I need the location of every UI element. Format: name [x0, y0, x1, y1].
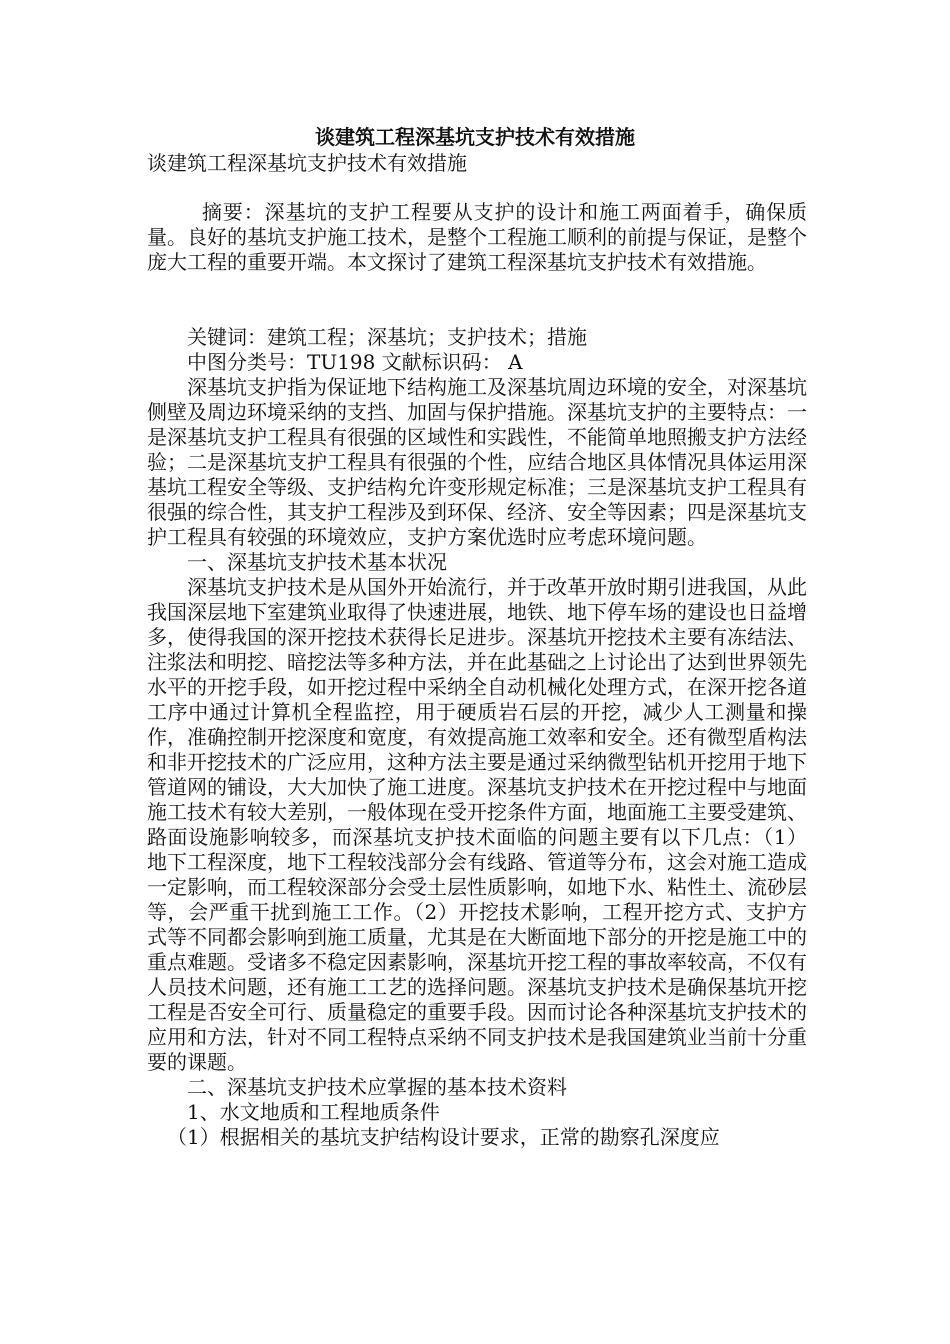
subsection-heading-2-1: 1、水文地质和工程地质条件 — [187, 1100, 440, 1124]
classification-line: 中图分类号：TU198 文献标识码： A — [187, 350, 523, 374]
section-heading-1: 一、深基坑支护技术基本状况 — [187, 550, 447, 574]
subsection-2-1-paragraph: （1）根据相关的基坑支护结构设计要求，正常的勘察孔深度应 — [167, 1125, 720, 1149]
keywords-line: 关键词：建筑工程；深基坑；支护技术；措施 — [187, 325, 587, 349]
intro-paragraph: 深基坑支护指为保证地下结构施工及深基坑周边环境的安全，对深基坑侧壁及周边环境采纳的支挡、加固与保护措施。深基坑支护的主要特点：一是深基坑支护工程具有很强的区域性和实践性，不能简单地照搬支护方法经验；二是深基坑支护工程具有很强的个性，应结合地区具体情况具体运用深基坑工程安全等级、支护结构允许变形规定标准；三是深基坑支护工程具有很强的综合性，其支护工程涉及到环保、经济、安全等因素；四是深基坑支护工程具有较强的环境效应，支护方案优选时应考虑环境问题。 — [147, 375, 807, 549]
spacer — [147, 300, 807, 325]
section-1-paragraph: 深基坑支护技术是从国外开始流行，并于改革开放时期引进我国，从此我国深层地下室建筑业取得了快速进展，地铁、地下停车场的建设也日益增多，使得我国的深开挖技术获得长足进步。深基坑开挖技术主要有冻结法、注浆法和明挖、暗挖法等多种方法，并在此基础之上讨论出了达到世界领先水平的开挖手段，如开挖过程中采纳全自动机械化处理方式，在深开挖各道工序中通过计算机全程监控，用于硬质岩石层的开挖，减少人工测量和操作，准确控制开挖深度和宽度，有效提高施工效率和安全。还有微型盾构法和非开挖技术的广泛应用，这种方法主要是通过采纳微型钻机开挖用于地下管道网的铺设，大大加快了施工进度。深基坑支护技术在开挖过程中与地面施工技术有较大差别，一般体现在受开挖条件方面，地面施工主要受建筑、路面设施影响较多，而深基坑支护技术面临的问题主要有以下几点：（1）地下工程深度，地下工程较浅部分会有线路、管道等分布，这会对施工造成一定影响，而工程较深部分会受土层性质影响，如地下水、粘性土、流砂层等，会严重干扰到施工工作。（2）开挖技术影响，工程开挖方式、支护方式等不同都会影响到施工质量，尤其是在大断面地下部分的开挖是施工中的重点难题。受诸多不稳定因素影响，深基坑开挖工程的事故率较高，不仅有人员技术问题，还有施工工艺的选择问题。深基坑支护技术是确保基坑开挖工程是否安全可行、质量稳定的重要手段。因而讨论各种深基坑支护技术的应用和方法，针对不同工程特点采纳不同支护技术是我国建筑业当前十分重要的课题。 — [147, 575, 807, 1074]
abstract-paragraph: 摘要：深基坑的支护工程要从支护的设计和施工两面着手，确保质量。良好的基坑支护施工技术，是整个工程施工顺利的前提与保证，是整个庞大工程的重要开端。本文探讨了建筑工程深基坑支护技术有效措施。 — [147, 200, 807, 274]
document-title: 谈建筑工程深基坑支护技术有效措施 — [315, 125, 635, 149]
document-subtitle: 谈建筑工程深基坑支护技术有效措施 — [147, 151, 467, 175]
document-body — [147, 200, 807, 1150]
section-heading-2: 二、深基坑支护技术应掌握的基本技术资料 — [187, 1075, 567, 1099]
spacer — [147, 275, 807, 300]
